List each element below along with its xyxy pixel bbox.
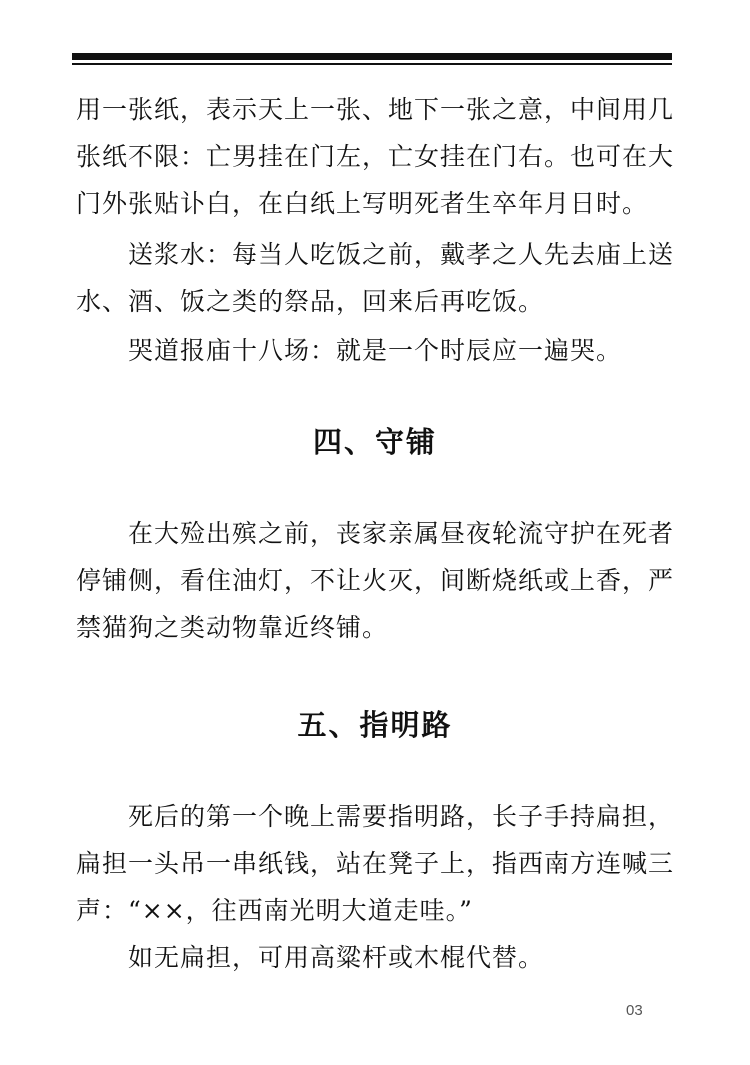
text-line: 扁担一头吊一串纸钱，站在凳子上，指西南方连喊三: [76, 849, 675, 878]
text-line: 送浆水：每当人吃饭之前，戴孝之人先去庙上送: [76, 240, 675, 269]
paragraph-song-jiangshui: [76, 231, 676, 325]
paragraph-shoupu: [76, 510, 676, 651]
text-line: 张纸不限：亡男挂在门左，亡女挂在门右。也可在大: [76, 142, 675, 171]
section-heading-shoupu: 四、守铺: [312, 425, 437, 459]
text-line: 哭道报庙十八场：就是一个时辰应一遍哭。: [76, 336, 623, 365]
paragraph-daiti: [76, 934, 676, 981]
header-rule-thick: [72, 53, 672, 60]
section-heading-zhiminglu: 五、指明路: [297, 708, 453, 742]
text-line: 门外张贴讣白，在白纸上写明死者生卒年月日时。: [76, 189, 649, 218]
text-line: 停铺侧，看住油灯，不让火灭，间断烧纸或上香，严: [76, 566, 675, 595]
paragraph-zhiminglu: [76, 793, 676, 934]
text-line: 水、酒、饭之类的祭品，回来后再吃饭。: [76, 287, 545, 316]
text-line: 禁猫狗之类动物靠近终铺。: [76, 613, 389, 642]
text-line: 在大殓出殡之前，丧家亲属昼夜轮流守护在死者: [76, 519, 675, 548]
page-number: 03: [626, 1002, 643, 1019]
header-rule-thin: [72, 63, 672, 65]
paragraph-paper-hanging: [76, 86, 676, 227]
text-line: 用一张纸，表示天上一张、地下一张之意，中间用几: [76, 95, 675, 124]
text-line: 声：“××，往西南光明大道走哇。”: [76, 896, 473, 925]
text-line: 如无扁担，可用高粱杆或木棍代替。: [76, 943, 545, 972]
text-line: 死后的第一个晚上需要指明路，长子手持扁担，: [76, 802, 675, 831]
paragraph-kudao-baomiao: [76, 327, 676, 374]
